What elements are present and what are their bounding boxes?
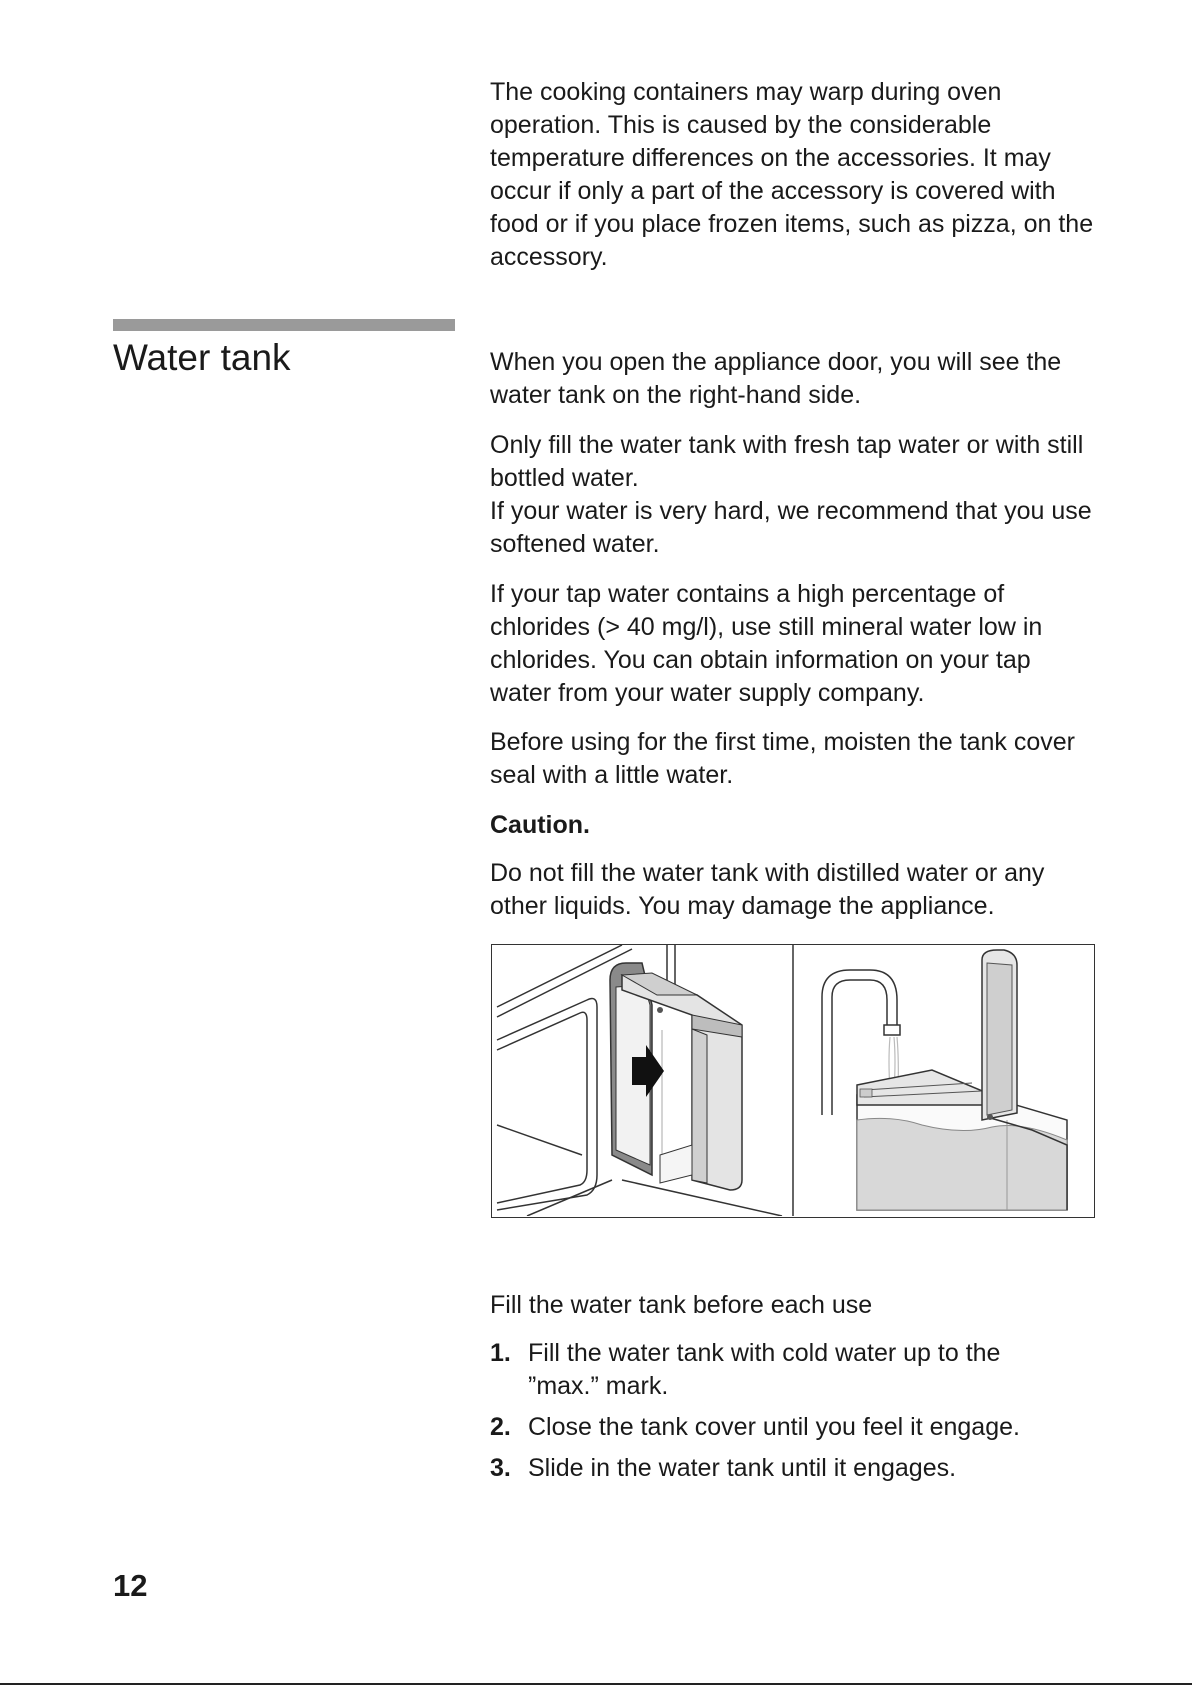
caution-line: Do not fill the water tank with distilled water or any <box>490 859 1045 887</box>
step-number: 1. <box>490 1339 511 1367</box>
paragraph-line: chlorides. You can obtain information on your tap <box>490 646 1031 674</box>
step-item <box>490 1452 1130 1485</box>
water-tank-open <box>857 950 1067 1210</box>
intro-line: The cooking containers may warp during oven <box>490 78 1002 106</box>
section-divider-bar <box>113 319 455 331</box>
intro-line: operation. This is caused by the considerable <box>490 111 992 139</box>
section-paragraph-1 <box>490 346 1130 412</box>
step-number: 2. <box>490 1413 511 1441</box>
step-item <box>490 1337 1130 1403</box>
illustration-svg <box>492 945 1093 1216</box>
caution-paragraph <box>490 857 1130 923</box>
paragraph-line: softened water. <box>490 530 660 558</box>
fill-heading: Fill the water tank before each use <box>490 1291 873 1319</box>
fill-steps <box>490 1337 1130 1485</box>
intro-line: occur if only a part of the accessory is covered with <box>490 177 1056 205</box>
intro-paragraph <box>490 76 1130 274</box>
paragraph-line: water from your water supply company. <box>490 679 925 707</box>
paragraph-line: water tank on the right-hand side. <box>490 381 862 409</box>
water-tank-illustration <box>491 944 1095 1218</box>
paragraph-line: bottled water. <box>490 464 639 492</box>
step-line: Fill the water tank with cold water up to the <box>528 1339 1001 1367</box>
intro-text <box>490 76 1130 274</box>
paragraph-line: chlorides (> 40 mg/l), use still mineral water low in <box>490 613 1043 641</box>
step-line: Slide in the water tank until it engages. <box>528 1454 957 1482</box>
paragraph-line: Only fill the water tank with fresh tap water or with still <box>490 431 1084 459</box>
caution-line: other liquids. You may damage the appliance. <box>490 892 995 920</box>
page-number: 12 <box>113 1568 148 1603</box>
paragraph-line: If your tap water contains a high percentage of <box>490 580 1005 608</box>
intro-line: accessory. <box>490 243 608 271</box>
step-number: 3. <box>490 1454 511 1482</box>
caution-label: Caution. <box>490 811 590 839</box>
paragraph-line: seal with a little water. <box>490 761 734 789</box>
intro-line: food or if you place frozen items, such as pizza, on the <box>490 210 1094 238</box>
water-tank-slide-in <box>610 963 742 1190</box>
paragraph-line: When you open the appliance door, you will see the <box>490 348 1062 376</box>
section-paragraph-3 <box>490 578 1130 710</box>
step-line: ”max.” mark. <box>528 1372 669 1400</box>
paragraph-line: Before using for the first time, moisten the tank cover <box>490 728 1075 756</box>
step-item <box>490 1411 1130 1444</box>
section-title: Water tank <box>113 337 291 378</box>
section-paragraph-2 <box>490 429 1130 561</box>
section-paragraph-4 <box>490 726 1130 792</box>
intro-line: temperature differences on the accessories. It may <box>490 144 1051 172</box>
step-line: Close the tank cover until you feel it engage. <box>528 1413 1020 1441</box>
paragraph-line: If your water is very hard, we recommend that you use <box>490 497 1092 525</box>
steps-list <box>490 1337 1130 1485</box>
